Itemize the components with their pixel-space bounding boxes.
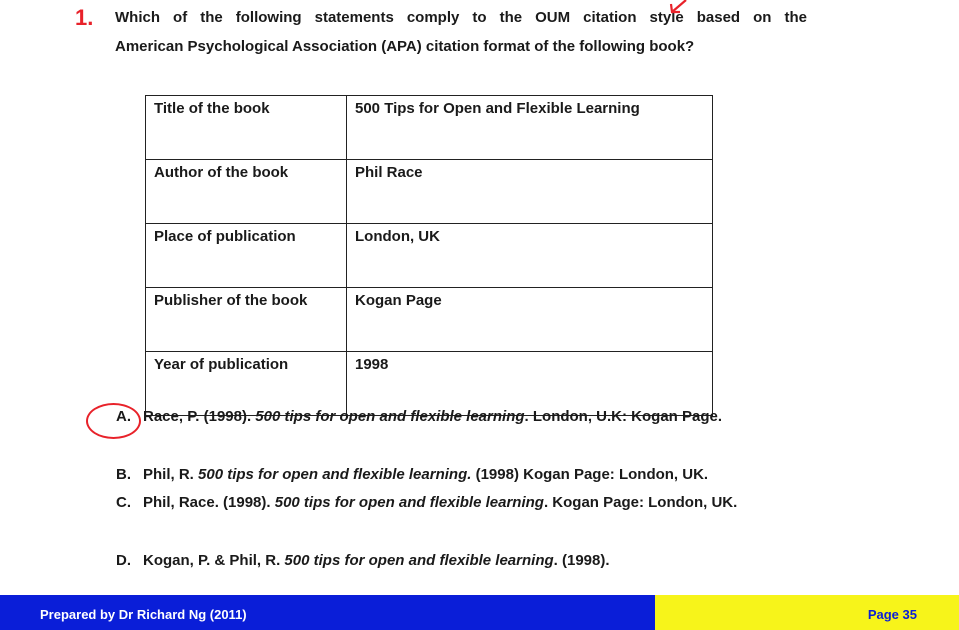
red-arrow-icon [668, 0, 690, 18]
table-value: Phil Race [347, 160, 713, 224]
option-text: Race, P. (1998). 500 tips for open and flexible learning. London, U.K: Kogan Page. [143, 408, 723, 425]
table-row [146, 224, 713, 288]
book-details-table [145, 95, 713, 416]
footer-right [655, 595, 959, 630]
table-value: London, UK [347, 224, 713, 288]
table-row [146, 288, 713, 352]
option-text: Kogan, P. & Phil, R. 500 tips for open and flexible learning. (1998). [143, 552, 610, 569]
option-letter: A. [116, 408, 131, 425]
question-text-line-2: American Psychological Association (APA) citation format of the following book? [115, 38, 695, 55]
option-text: Phil, Race. (1998). 500 tips for open and flexible learning. Kogan Page: London, UK. [143, 494, 738, 511]
page-number: Page 35 [867, 607, 917, 622]
table-key: Title of the book [146, 96, 347, 160]
question-text-line-1: Which of the following statements comply to the OUM citation style based on the [115, 9, 807, 26]
option-letter: B. [116, 466, 131, 483]
table-value: 1998 [347, 352, 713, 416]
table-value: Kogan Page [347, 288, 713, 352]
table-key: Publisher of the book [146, 288, 347, 352]
table-row [146, 96, 713, 160]
table-key: Author of the book [146, 160, 347, 224]
footer-left [0, 595, 655, 630]
option-letter: C. [116, 494, 131, 511]
footer-bar [0, 595, 959, 630]
author-credit: Prepared by Dr Richard Ng (2011) [40, 607, 247, 622]
table-value: 500 Tips for Open and Flexible Learning [347, 96, 713, 160]
table-key: Year of publication [146, 352, 347, 416]
option-text: Phil, R. 500 tips for open and flexible learning. (1998) Kogan Page: London, UK. [143, 466, 709, 483]
question-number: 1. [75, 5, 94, 30]
option-letter: D. [116, 552, 131, 569]
table-key: Place of publication [146, 224, 347, 288]
table-row [146, 160, 713, 224]
